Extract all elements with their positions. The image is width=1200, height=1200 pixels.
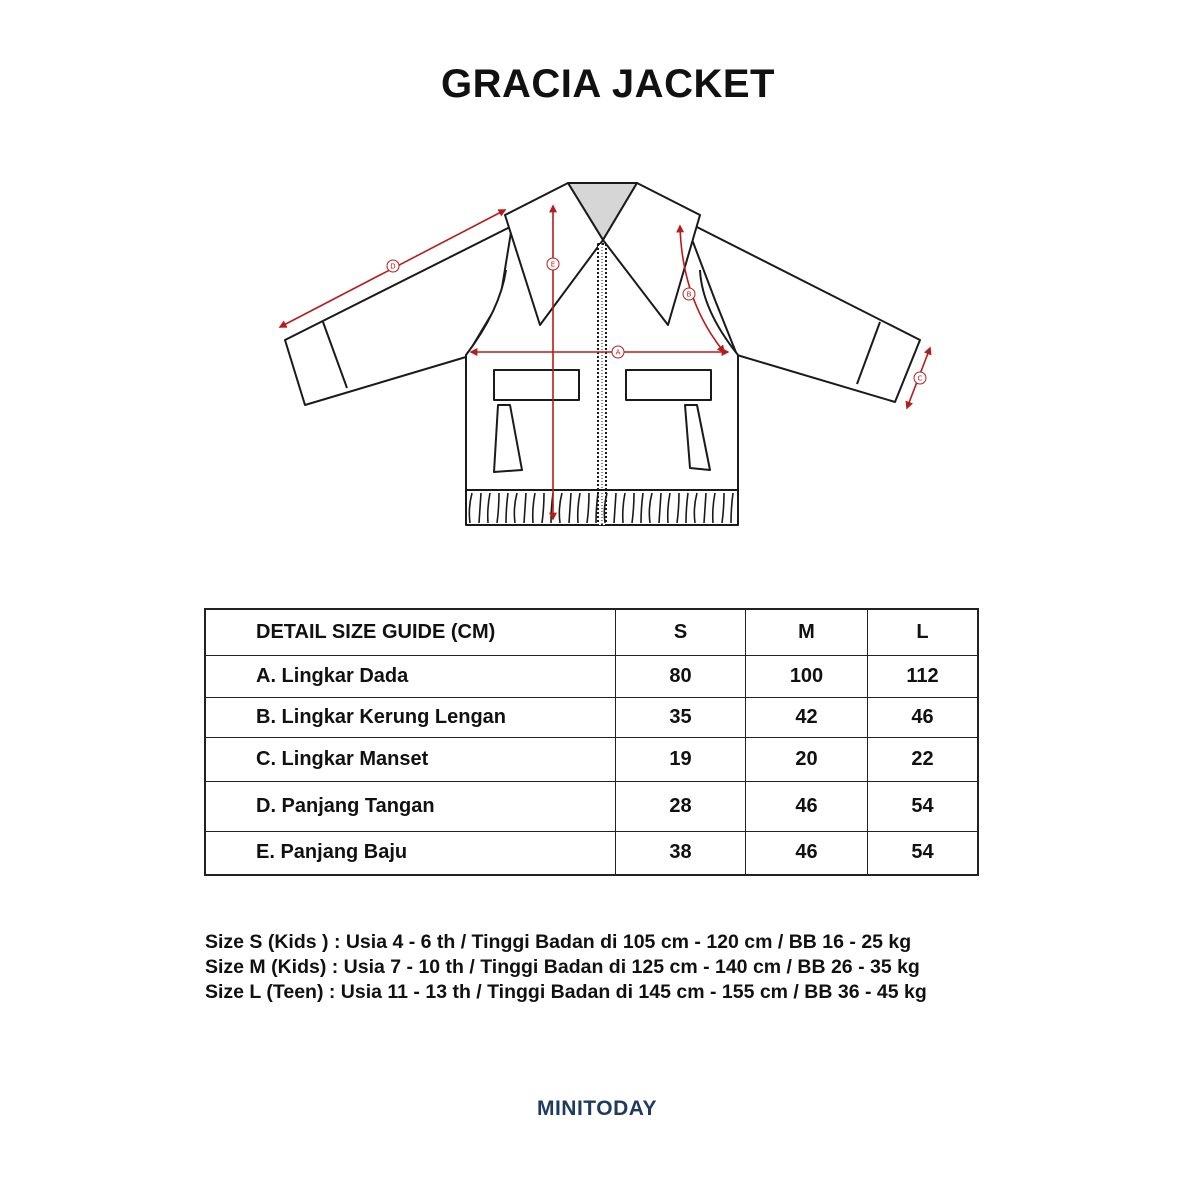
row-value-s: 80 <box>616 655 746 697</box>
size-header-l: L <box>868 609 979 655</box>
row-value-s: 19 <box>616 737 746 781</box>
row-value-l: 54 <box>868 781 979 831</box>
brand-name: MINITODAY <box>536 1097 658 1120</box>
row-value-s: 38 <box>616 831 746 875</box>
label-a: A <box>615 348 621 357</box>
size-header-s: S <box>616 609 746 655</box>
label-c: C <box>917 374 923 383</box>
table-row <box>205 697 978 737</box>
label-e: E <box>550 260 556 269</box>
row-value-m: 46 <box>746 831 868 875</box>
label-b: B <box>686 290 692 299</box>
table-row <box>205 831 978 875</box>
row-value-m: 100 <box>746 655 868 697</box>
table-row <box>205 737 978 781</box>
row-value-l: 22 <box>868 737 979 781</box>
row-value-m: 20 <box>746 737 868 781</box>
row-value-m: 42 <box>746 697 868 737</box>
page-title: GRACIA JACKET <box>441 62 775 106</box>
row-label: C. Lingkar Manset <box>205 737 616 781</box>
size-note-m: Size M (Kids) : Usia 7 - 10 th / Tinggi Badan di 125 cm - 140 cm / BB 26 - 35 kg <box>205 956 920 978</box>
size-note-l: Size L (Teen) : Usia 11 - 13 th / Tinggi Badan di 145 cm - 155 cm / BB 36 - 45 kg <box>205 981 927 1003</box>
left-pocket-flap <box>494 370 579 400</box>
table-row <box>205 655 978 697</box>
table-header-row <box>205 609 978 655</box>
row-value-s: 28 <box>616 781 746 831</box>
size-guide-table <box>204 608 979 876</box>
row-label: B. Lingkar Kerung Lengan <box>205 697 616 737</box>
table-header-label: DETAIL SIZE GUIDE (CM) <box>205 609 616 655</box>
jacket-outline <box>285 183 920 525</box>
right-pocket-flap <box>626 370 711 400</box>
row-value-m: 46 <box>746 781 868 831</box>
size-note-s: Size S (Kids ) : Usia 4 - 6 th / Tinggi Badan di 105 cm - 120 cm / BB 16 - 25 kg <box>205 931 912 953</box>
row-label: A. Lingkar Dada <box>205 655 616 697</box>
size-header-m: M <box>746 609 868 655</box>
row-value-l: 54 <box>868 831 979 875</box>
table-row <box>205 781 978 831</box>
row-label: E. Panjang Baju <box>205 831 616 875</box>
row-value-l: 46 <box>868 697 979 737</box>
jacket-diagram <box>0 170 1200 540</box>
row-value-l: 112 <box>868 655 979 697</box>
label-d: D <box>390 262 396 271</box>
row-label: D. Panjang Tangan <box>205 781 616 831</box>
size-notes <box>205 930 927 1005</box>
row-value-s: 35 <box>616 697 746 737</box>
